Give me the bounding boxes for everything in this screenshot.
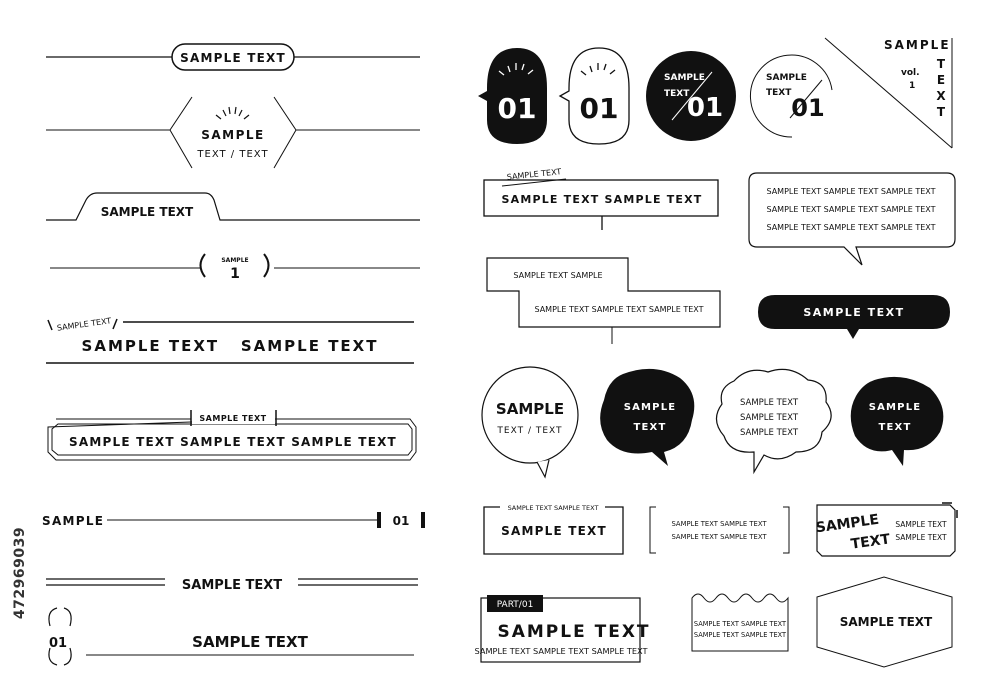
tagged-box-callout — [484, 167, 718, 230]
blob2-line2: TEXT — [878, 422, 912, 433]
bottom-text: SAMPLE TEXT — [192, 633, 308, 651]
double-line-heading — [46, 578, 418, 593]
part-label-frame — [475, 595, 651, 662]
hex-title: SAMPLE — [201, 128, 265, 142]
part-label: PART/01 — [496, 600, 534, 610]
badge4-line2: TEXT — [766, 88, 792, 98]
badge4-number: 01 — [791, 94, 825, 122]
black-pill-callout — [758, 295, 950, 339]
frame1-text: SAMPLE TEXT — [501, 524, 607, 538]
speech-bubble-box — [749, 173, 955, 265]
bracket-line-2: SAMPLE TEXT SAMPLE TEXT — [671, 533, 767, 541]
big-line-text: SAMPLE TEXT SAMPLE TEXT — [81, 337, 379, 355]
cloud-bubble — [716, 369, 831, 472]
bubble-line-1: SAMPLE TEXT SAMPLE TEXT SAMPLE TEXT — [766, 187, 936, 196]
badge-outline-tab — [560, 48, 629, 144]
bar-line-heading — [42, 512, 425, 528]
tagged-box-tag: SAMPLE TEXT — [506, 167, 562, 182]
bracket-line-1: SAMPLE TEXT SAMPLE TEXT — [671, 520, 767, 528]
bottom-heading — [49, 608, 414, 665]
corner-vol: vol. — [901, 68, 920, 78]
badge2-number: 01 — [579, 92, 619, 125]
tab-heading — [46, 193, 420, 220]
frame-tag: SAMPLE TEXT — [199, 414, 267, 423]
wavy-line-2: SAMPLE TEXT SAMPLE TEXT — [693, 631, 787, 639]
frame3-small-1: SAMPLE TEXT — [895, 520, 947, 529]
blob1-line2: TEXT — [633, 422, 667, 433]
stock-id-text: 472969039 — [12, 526, 28, 620]
frame3-small-2: SAMPLE TEXT — [895, 533, 947, 542]
frame3-big2: TEXT — [849, 531, 892, 553]
part-main-text: SAMPLE TEXT — [497, 622, 651, 642]
paren-number-heading — [50, 254, 420, 282]
bracket-box — [650, 507, 789, 553]
bar-left-text: SAMPLE — [42, 514, 105, 528]
badge3-line1: SAMPLE — [664, 73, 705, 83]
corner-vert-3: X — [936, 89, 946, 103]
badge3-line2: TEXT — [664, 89, 690, 99]
badge-outline-circle — [750, 55, 832, 137]
cloud-line-3: SAMPLE TEXT — [739, 428, 799, 438]
blob2-line1: SAMPLE — [868, 402, 922, 413]
frame3-big1: SAMPLE — [814, 511, 881, 537]
corner-title — [825, 38, 952, 148]
part-sub-text: SAMPLE TEXT SAMPLE TEXT SAMPLE TEXT — [474, 646, 648, 656]
frame-text: SAMPLE TEXT SAMPLE TEXT SAMPLE TEXT — [69, 435, 397, 449]
circle-bubble — [482, 367, 578, 477]
paren-small: SAMPLE — [221, 257, 249, 264]
circle-bubble-title: SAMPLE — [495, 400, 565, 418]
cloud-line-1: SAMPLE TEXT — [739, 398, 799, 408]
badge3-number: 01 — [686, 93, 724, 123]
hexagon-heading — [46, 97, 420, 168]
black-blob-bubble — [600, 369, 694, 466]
circle-bubble-sub: TEXT / TEXT — [497, 426, 563, 436]
bubble-line-3: SAMPLE TEXT SAMPLE TEXT SAMPLE TEXT — [766, 223, 936, 232]
bracket-frame — [48, 410, 416, 460]
step-bottom-text: SAMPLE TEXT SAMPLE TEXT SAMPLE TEXT — [534, 305, 704, 314]
badge1-number: 01 — [497, 92, 537, 125]
pill-heading — [46, 44, 420, 70]
wavy-line-1: SAMPLE TEXT SAMPLE TEXT — [693, 620, 787, 628]
tab-label: SAMPLE TEXT — [100, 205, 194, 219]
black-pill-text: SAMPLE TEXT — [803, 306, 905, 319]
paren-number: 1 — [230, 266, 240, 282]
bubble-line-2: SAMPLE TEXT SAMPLE TEXT SAMPLE TEXT — [766, 205, 936, 214]
badge-black-tab — [478, 48, 547, 144]
cloud-line-2: SAMPLE TEXT — [739, 413, 799, 423]
corner-vert-2: E — [936, 73, 946, 87]
bottom-number: 01 — [48, 636, 68, 651]
pill-label: SAMPLE TEXT — [180, 51, 286, 65]
corner-vert-1: T — [936, 57, 946, 71]
double-line-text: SAMPLE TEXT — [181, 578, 283, 593]
blob1-line1: SAMPLE — [623, 402, 677, 413]
sparkle-icon — [216, 107, 249, 119]
step-callout — [487, 258, 720, 344]
badge-black-circle — [646, 51, 736, 141]
bar-number: 01 — [392, 514, 410, 528]
corner-vol-number: 1 — [909, 81, 916, 91]
tagged-box-text: SAMPLE TEXT SAMPLE TEXT — [501, 193, 703, 206]
corner-title-text: SAMPLE — [884, 38, 951, 52]
corner-vert-4: T — [936, 105, 946, 119]
badge4-line1: SAMPLE — [766, 73, 807, 83]
frame-with-tag — [484, 504, 623, 554]
frame1-tag: SAMPLE TEXT SAMPLE TEXT — [507, 504, 599, 512]
cut-corner-frame — [815, 503, 957, 556]
hex-subtitle: TEXT / TEXT — [197, 149, 269, 160]
diamond-text: SAMPLE TEXT — [839, 615, 933, 629]
slash-tag-text: SAMPLE TEXT — [56, 316, 112, 333]
step-top-text: SAMPLE TEXT SAMPLE — [513, 271, 603, 280]
black-blob-bubble-2 — [851, 377, 944, 466]
wavy-note — [692, 594, 788, 651]
slash-tag-heading — [46, 316, 414, 363]
diamond-frame — [817, 577, 952, 667]
